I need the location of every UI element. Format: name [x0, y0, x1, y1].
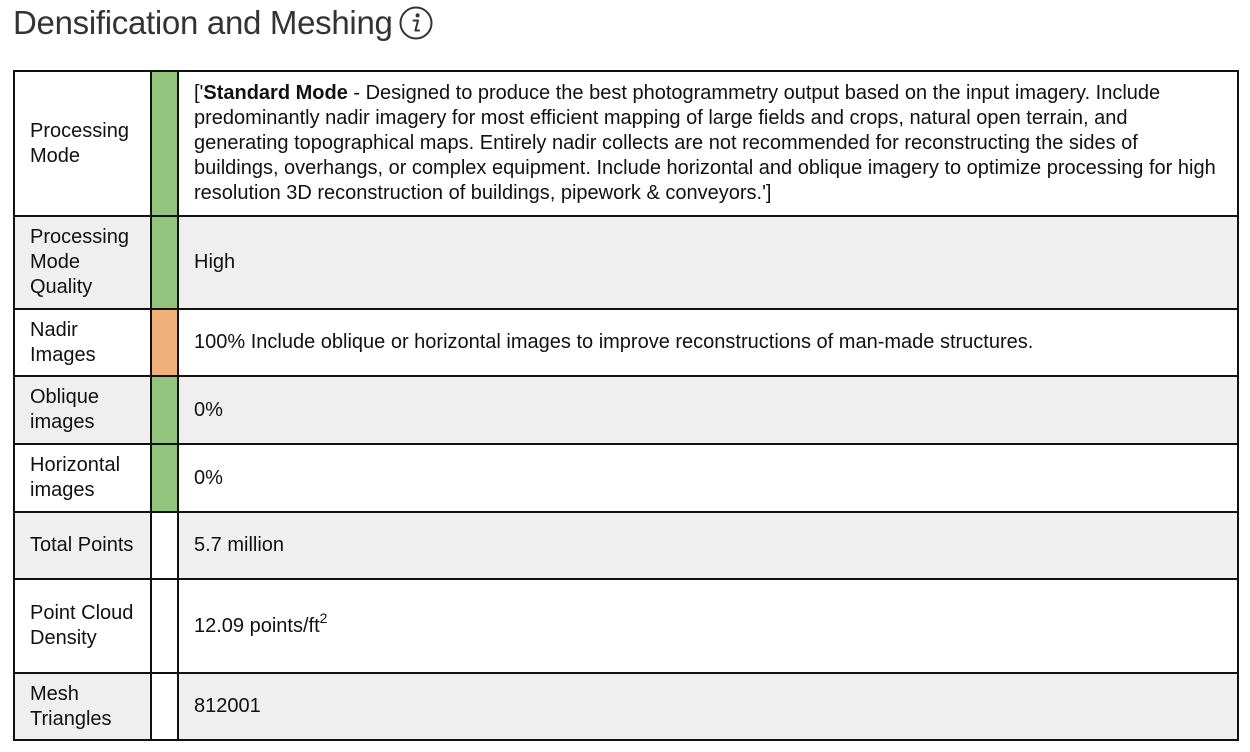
row-label: Point Cloud Density — [14, 579, 151, 673]
status-indicator-empty — [151, 512, 178, 579]
row-value — [178, 71, 1238, 216]
density-value: 12.09 points/ft — [194, 614, 320, 637]
table-row-mesh-triangles — [14, 673, 1238, 740]
value-prefix: [' — [194, 82, 204, 104]
table-row-point-cloud-density — [14, 579, 1238, 673]
row-value: High — [178, 216, 1238, 309]
status-indicator-green — [151, 444, 178, 512]
row-value: 812001 — [178, 673, 1238, 740]
row-value: 100% Include oblique or horizontal images to improve reconstructions of man-made structures. — [178, 309, 1238, 376]
table-row-total-points — [14, 512, 1238, 579]
row-value: 0% — [178, 376, 1238, 444]
table-row-nadir-images — [14, 309, 1238, 376]
row-label: Mesh Triangles — [14, 673, 151, 740]
row-label: Horizontal images — [14, 444, 151, 512]
row-label: Total Points — [14, 512, 151, 579]
table-row-horizontal-images — [14, 444, 1238, 512]
status-indicator-green — [151, 71, 178, 216]
mode-description: - Designed to produce the best photogrammetry output based on the input imagery. Include predominantly nadir imagery for most efficient mapping of large fields and crops, natural open terrain, and generating topographical maps. Entirely nadir collects are not recommended for reconstructing the sides of buildings, overhangs, or complex equipment. Include horizontal and oblique imagery to optimize processing for high resolution 3D reconstruction of buildings, pipework & conveyors.'] — [194, 82, 1216, 204]
density-exponent: 2 — [319, 609, 328, 626]
info-circle-icon[interactable] — [399, 6, 433, 40]
row-label: Processing Mode Quality — [14, 216, 151, 309]
page-title: Densification and Meshing — [13, 4, 393, 41]
status-indicator-empty — [151, 673, 178, 740]
row-label: Nadir Images — [14, 309, 151, 376]
table-row-oblique-images — [14, 376, 1238, 444]
densification-table — [13, 70, 1239, 741]
status-indicator-green — [151, 376, 178, 444]
row-label: Processing Mode — [14, 71, 151, 216]
table-row-processing-mode-quality — [14, 216, 1238, 309]
row-value: 0% — [178, 444, 1238, 512]
row-value — [178, 579, 1238, 673]
row-label: Oblique images — [14, 376, 151, 444]
row-value: 5.7 million — [178, 512, 1238, 579]
mode-name: Standard Mode — [203, 82, 348, 104]
status-indicator-green — [151, 216, 178, 309]
status-indicator-empty — [151, 579, 178, 673]
title-row — [13, 0, 433, 46]
table-row-processing-mode — [14, 71, 1238, 216]
status-indicator-orange — [151, 309, 178, 376]
